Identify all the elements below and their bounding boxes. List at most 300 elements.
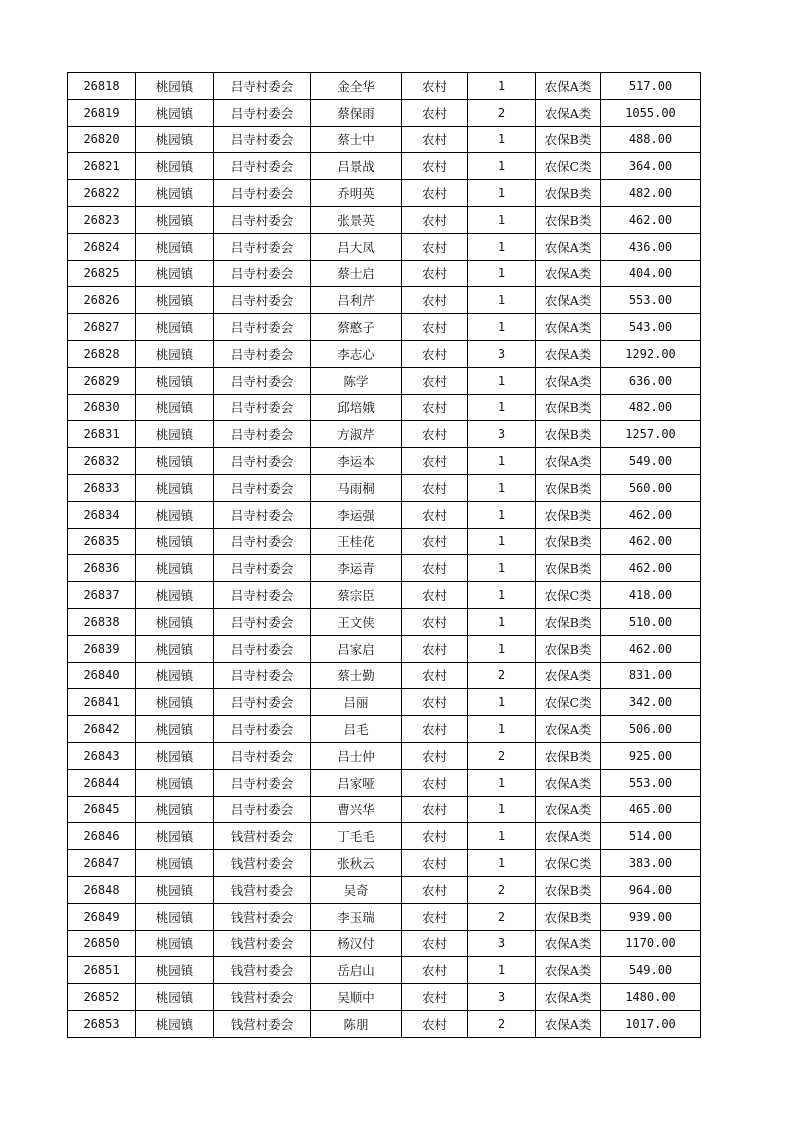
serial-number-cell: 26830 [68, 394, 136, 421]
serial-number-cell: 26844 [68, 769, 136, 796]
name-cell: 吴奇 [311, 876, 402, 903]
amount-cell: 462.00 [601, 635, 701, 662]
amount-cell: 553.00 [601, 287, 701, 314]
member-count-cell: 1 [468, 608, 536, 635]
serial-number-cell: 26853 [68, 1010, 136, 1037]
member-count-cell: 3 [468, 984, 536, 1011]
village-committee-cell: 钱营村委会 [214, 930, 311, 957]
name-cell: 吕景战 [311, 153, 402, 180]
amount-cell: 404.00 [601, 260, 701, 287]
name-cell: 丁毛毛 [311, 823, 402, 850]
household-type-cell: 农村 [402, 528, 468, 555]
insurance-category-cell: 农保A类 [536, 260, 601, 287]
household-type-cell: 农村 [402, 742, 468, 769]
member-count-cell: 3 [468, 340, 536, 367]
member-count-cell: 2 [468, 662, 536, 689]
amount-cell: 1170.00 [601, 930, 701, 957]
member-count-cell: 1 [468, 555, 536, 582]
table-row [68, 957, 701, 984]
town-cell: 桃园镇 [136, 876, 214, 903]
insurance-category-cell: 农保B类 [536, 421, 601, 448]
village-committee-cell: 吕寺村委会 [214, 99, 311, 126]
amount-cell: 418.00 [601, 582, 701, 609]
amount-cell: 517.00 [601, 73, 701, 100]
village-committee-cell: 吕寺村委会 [214, 769, 311, 796]
table-row [68, 501, 701, 528]
serial-number-cell: 26827 [68, 314, 136, 341]
household-type-cell: 农村 [402, 206, 468, 233]
household-type-cell: 农村 [402, 876, 468, 903]
household-type-cell: 农村 [402, 474, 468, 501]
town-cell: 桃园镇 [136, 582, 214, 609]
name-cell: 陈朋 [311, 1010, 402, 1037]
name-cell: 吕家启 [311, 635, 402, 662]
amount-cell: 1017.00 [601, 1010, 701, 1037]
village-committee-cell: 钱营村委会 [214, 850, 311, 877]
member-count-cell: 1 [468, 126, 536, 153]
household-type-cell: 农村 [402, 716, 468, 743]
table-row [68, 180, 701, 207]
serial-number-cell: 26841 [68, 689, 136, 716]
village-committee-cell: 钱营村委会 [214, 957, 311, 984]
village-committee-cell: 吕寺村委会 [214, 153, 311, 180]
amount-cell: 488.00 [601, 126, 701, 153]
amount-cell: 553.00 [601, 769, 701, 796]
town-cell: 桃园镇 [136, 287, 214, 314]
household-type-cell: 农村 [402, 608, 468, 635]
village-committee-cell: 吕寺村委会 [214, 314, 311, 341]
town-cell: 桃园镇 [136, 984, 214, 1011]
member-count-cell: 1 [468, 394, 536, 421]
table-row [68, 367, 701, 394]
name-cell: 蔡士启 [311, 260, 402, 287]
amount-cell: 1480.00 [601, 984, 701, 1011]
serial-number-cell: 26822 [68, 180, 136, 207]
amount-cell: 925.00 [601, 742, 701, 769]
serial-number-cell: 26850 [68, 930, 136, 957]
insurance-category-cell: 农保B类 [536, 742, 601, 769]
household-type-cell: 农村 [402, 153, 468, 180]
village-committee-cell: 吕寺村委会 [214, 689, 311, 716]
name-cell: 李志心 [311, 340, 402, 367]
member-count-cell: 1 [468, 448, 536, 475]
town-cell: 桃园镇 [136, 206, 214, 233]
household-type-cell: 农村 [402, 340, 468, 367]
member-count-cell: 1 [468, 367, 536, 394]
town-cell: 桃园镇 [136, 180, 214, 207]
table-row [68, 582, 701, 609]
amount-cell: 383.00 [601, 850, 701, 877]
table-row [68, 769, 701, 796]
household-type-cell: 农村 [402, 689, 468, 716]
name-cell: 邱培娥 [311, 394, 402, 421]
amount-cell: 543.00 [601, 314, 701, 341]
town-cell: 桃园镇 [136, 421, 214, 448]
member-count-cell: 3 [468, 930, 536, 957]
town-cell: 桃园镇 [136, 689, 214, 716]
town-cell: 桃园镇 [136, 608, 214, 635]
name-cell: 吕家哑 [311, 769, 402, 796]
village-committee-cell: 吕寺村委会 [214, 340, 311, 367]
table-row [68, 716, 701, 743]
serial-number-cell: 26836 [68, 555, 136, 582]
table-row [68, 99, 701, 126]
village-committee-cell: 吕寺村委会 [214, 742, 311, 769]
amount-cell: 462.00 [601, 555, 701, 582]
name-cell: 蔡士勤 [311, 662, 402, 689]
name-cell: 吴顺中 [311, 984, 402, 1011]
serial-number-cell: 26846 [68, 823, 136, 850]
village-committee-cell: 吕寺村委会 [214, 287, 311, 314]
name-cell: 蔡保雨 [311, 99, 402, 126]
name-cell: 王文侠 [311, 608, 402, 635]
name-cell: 金全华 [311, 73, 402, 100]
insurance-category-cell: 农保A类 [536, 340, 601, 367]
amount-cell: 1257.00 [601, 421, 701, 448]
table-row [68, 823, 701, 850]
town-cell: 桃园镇 [136, 635, 214, 662]
village-committee-cell: 吕寺村委会 [214, 448, 311, 475]
town-cell: 桃园镇 [136, 314, 214, 341]
village-committee-cell: 吕寺村委会 [214, 662, 311, 689]
insurance-category-cell: 农保A类 [536, 930, 601, 957]
town-cell: 桃园镇 [136, 394, 214, 421]
name-cell: 吕丽 [311, 689, 402, 716]
serial-number-cell: 26838 [68, 608, 136, 635]
member-count-cell: 1 [468, 850, 536, 877]
town-cell: 桃园镇 [136, 903, 214, 930]
member-count-cell: 1 [468, 287, 536, 314]
insurance-category-cell: 农保B类 [536, 394, 601, 421]
village-committee-cell: 吕寺村委会 [214, 73, 311, 100]
table-row [68, 73, 701, 100]
member-count-cell: 1 [468, 314, 536, 341]
household-type-cell: 农村 [402, 73, 468, 100]
village-committee-cell: 吕寺村委会 [214, 716, 311, 743]
amount-cell: 831.00 [601, 662, 701, 689]
member-count-cell: 2 [468, 903, 536, 930]
household-type-cell: 农村 [402, 850, 468, 877]
table-row [68, 448, 701, 475]
household-type-cell: 农村 [402, 903, 468, 930]
town-cell: 桃园镇 [136, 662, 214, 689]
insurance-category-cell: 农保C类 [536, 153, 601, 180]
household-type-cell: 农村 [402, 287, 468, 314]
serial-number-cell: 26821 [68, 153, 136, 180]
table-row [68, 233, 701, 260]
amount-cell: 1292.00 [601, 340, 701, 367]
serial-number-cell: 26835 [68, 528, 136, 555]
household-type-cell: 农村 [402, 233, 468, 260]
town-cell: 桃园镇 [136, 742, 214, 769]
serial-number-cell: 26845 [68, 796, 136, 823]
table-row [68, 796, 701, 823]
village-committee-cell: 吕寺村委会 [214, 796, 311, 823]
serial-number-cell: 26819 [68, 99, 136, 126]
household-type-cell: 农村 [402, 823, 468, 850]
table-row [68, 1010, 701, 1037]
amount-cell: 462.00 [601, 528, 701, 555]
insurance-category-cell: 农保A类 [536, 287, 601, 314]
insurance-category-cell: 农保B类 [536, 501, 601, 528]
name-cell: 马雨桐 [311, 474, 402, 501]
household-type-cell: 农村 [402, 796, 468, 823]
member-count-cell: 2 [468, 1010, 536, 1037]
member-count-cell: 1 [468, 582, 536, 609]
insurance-category-cell: 农保A类 [536, 367, 601, 394]
household-type-cell: 农村 [402, 99, 468, 126]
name-cell: 李运青 [311, 555, 402, 582]
insurance-category-cell: 农保C类 [536, 582, 601, 609]
serial-number-cell: 26829 [68, 367, 136, 394]
household-type-cell: 农村 [402, 394, 468, 421]
serial-number-cell: 26848 [68, 876, 136, 903]
amount-cell: 364.00 [601, 153, 701, 180]
table-row [68, 662, 701, 689]
village-committee-cell: 钱营村委会 [214, 984, 311, 1011]
village-committee-cell: 吕寺村委会 [214, 180, 311, 207]
village-committee-cell: 吕寺村委会 [214, 394, 311, 421]
serial-number-cell: 26823 [68, 206, 136, 233]
serial-number-cell: 26818 [68, 73, 136, 100]
town-cell: 桃园镇 [136, 153, 214, 180]
name-cell: 吕毛 [311, 716, 402, 743]
serial-number-cell: 26832 [68, 448, 136, 475]
table-row [68, 421, 701, 448]
insurance-category-cell: 农保B类 [536, 474, 601, 501]
town-cell: 桃园镇 [136, 930, 214, 957]
insurance-category-cell: 农保C类 [536, 689, 601, 716]
town-cell: 桃园镇 [136, 501, 214, 528]
serial-number-cell: 26824 [68, 233, 136, 260]
insurance-category-cell: 农保A类 [536, 662, 601, 689]
table-row [68, 930, 701, 957]
serial-number-cell: 26839 [68, 635, 136, 662]
amount-cell: 939.00 [601, 903, 701, 930]
table-row [68, 689, 701, 716]
serial-number-cell: 26840 [68, 662, 136, 689]
table-row [68, 555, 701, 582]
table-row [68, 984, 701, 1011]
amount-cell: 436.00 [601, 233, 701, 260]
name-cell: 陈学 [311, 367, 402, 394]
table-row [68, 876, 701, 903]
household-type-cell: 农村 [402, 260, 468, 287]
amount-cell: 482.00 [601, 180, 701, 207]
insurance-category-cell: 农保C类 [536, 850, 601, 877]
village-committee-cell: 吕寺村委会 [214, 528, 311, 555]
village-committee-cell: 吕寺村委会 [214, 555, 311, 582]
insurance-category-cell: 农保A类 [536, 233, 601, 260]
table-body [68, 73, 701, 1038]
member-count-cell: 2 [468, 876, 536, 903]
amount-cell: 514.00 [601, 823, 701, 850]
table-row [68, 474, 701, 501]
town-cell: 桃园镇 [136, 474, 214, 501]
serial-number-cell: 26828 [68, 340, 136, 367]
table-row [68, 394, 701, 421]
town-cell: 桃园镇 [136, 126, 214, 153]
household-type-cell: 农村 [402, 930, 468, 957]
serial-number-cell: 26825 [68, 260, 136, 287]
village-committee-cell: 吕寺村委会 [214, 421, 311, 448]
serial-number-cell: 26837 [68, 582, 136, 609]
village-committee-cell: 吕寺村委会 [214, 608, 311, 635]
serial-number-cell: 26834 [68, 501, 136, 528]
name-cell: 吕利芹 [311, 287, 402, 314]
table-row [68, 126, 701, 153]
serial-number-cell: 26833 [68, 474, 136, 501]
town-cell: 桃园镇 [136, 73, 214, 100]
member-count-cell: 1 [468, 180, 536, 207]
table-row [68, 903, 701, 930]
insurance-category-cell: 农保B类 [536, 180, 601, 207]
town-cell: 桃园镇 [136, 99, 214, 126]
village-committee-cell: 吕寺村委会 [214, 260, 311, 287]
town-cell: 桃园镇 [136, 850, 214, 877]
member-count-cell: 1 [468, 474, 536, 501]
table-row [68, 742, 701, 769]
serial-number-cell: 26852 [68, 984, 136, 1011]
town-cell: 桃园镇 [136, 716, 214, 743]
amount-cell: 462.00 [601, 501, 701, 528]
household-type-cell: 农村 [402, 448, 468, 475]
name-cell: 曹兴华 [311, 796, 402, 823]
amount-cell: 1055.00 [601, 99, 701, 126]
name-cell: 乔明英 [311, 180, 402, 207]
village-committee-cell: 吕寺村委会 [214, 206, 311, 233]
name-cell: 李运本 [311, 448, 402, 475]
household-type-cell: 农村 [402, 635, 468, 662]
member-count-cell: 2 [468, 99, 536, 126]
insurance-category-cell: 农保A类 [536, 99, 601, 126]
name-cell: 李运强 [311, 501, 402, 528]
name-cell: 张秋云 [311, 850, 402, 877]
member-count-cell: 1 [468, 528, 536, 555]
town-cell: 桃园镇 [136, 796, 214, 823]
village-committee-cell: 吕寺村委会 [214, 474, 311, 501]
household-type-cell: 农村 [402, 769, 468, 796]
insurance-category-cell: 农保A类 [536, 716, 601, 743]
household-type-cell: 农村 [402, 126, 468, 153]
table-row [68, 340, 701, 367]
amount-cell: 506.00 [601, 716, 701, 743]
insurance-category-cell: 农保B类 [536, 206, 601, 233]
town-cell: 桃园镇 [136, 823, 214, 850]
subsidy-table [67, 72, 701, 1038]
table-row [68, 287, 701, 314]
town-cell: 桃园镇 [136, 1010, 214, 1037]
insurance-category-cell: 农保A类 [536, 448, 601, 475]
insurance-category-cell: 农保A类 [536, 984, 601, 1011]
member-count-cell: 1 [468, 769, 536, 796]
name-cell: 王桂花 [311, 528, 402, 555]
insurance-category-cell: 农保A类 [536, 314, 601, 341]
insurance-category-cell: 农保B类 [536, 528, 601, 555]
household-type-cell: 农村 [402, 367, 468, 394]
name-cell: 杨汉付 [311, 930, 402, 957]
serial-number-cell: 26847 [68, 850, 136, 877]
member-count-cell: 1 [468, 260, 536, 287]
member-count-cell: 1 [468, 957, 536, 984]
amount-cell: 482.00 [601, 394, 701, 421]
name-cell: 吕士仲 [311, 742, 402, 769]
village-committee-cell: 吕寺村委会 [214, 501, 311, 528]
member-count-cell: 1 [468, 689, 536, 716]
name-cell: 吕大凤 [311, 233, 402, 260]
insurance-category-cell: 农保B类 [536, 126, 601, 153]
table-row [68, 850, 701, 877]
village-committee-cell: 钱营村委会 [214, 903, 311, 930]
amount-cell: 549.00 [601, 448, 701, 475]
town-cell: 桃园镇 [136, 769, 214, 796]
name-cell: 张景英 [311, 206, 402, 233]
town-cell: 桃园镇 [136, 528, 214, 555]
amount-cell: 549.00 [601, 957, 701, 984]
table-row [68, 635, 701, 662]
member-count-cell: 1 [468, 233, 536, 260]
amount-cell: 465.00 [601, 796, 701, 823]
village-committee-cell: 钱营村委会 [214, 823, 311, 850]
amount-cell: 560.00 [601, 474, 701, 501]
insurance-category-cell: 农保A类 [536, 73, 601, 100]
village-committee-cell: 钱营村委会 [214, 1010, 311, 1037]
serial-number-cell: 26842 [68, 716, 136, 743]
table-row [68, 528, 701, 555]
village-committee-cell: 吕寺村委会 [214, 367, 311, 394]
insurance-category-cell: 农保B类 [536, 876, 601, 903]
village-committee-cell: 吕寺村委会 [214, 582, 311, 609]
town-cell: 桃园镇 [136, 233, 214, 260]
insurance-category-cell: 农保B类 [536, 555, 601, 582]
member-count-cell: 2 [468, 742, 536, 769]
serial-number-cell: 26851 [68, 957, 136, 984]
member-count-cell: 1 [468, 635, 536, 662]
serial-number-cell: 26849 [68, 903, 136, 930]
insurance-category-cell: 农保B类 [536, 903, 601, 930]
household-type-cell: 农村 [402, 662, 468, 689]
insurance-category-cell: 农保A类 [536, 823, 601, 850]
insurance-category-cell: 农保A类 [536, 769, 601, 796]
town-cell: 桃园镇 [136, 260, 214, 287]
member-count-cell: 1 [468, 716, 536, 743]
member-count-cell: 3 [468, 421, 536, 448]
household-type-cell: 农村 [402, 555, 468, 582]
member-count-cell: 1 [468, 73, 536, 100]
amount-cell: 462.00 [601, 206, 701, 233]
amount-cell: 964.00 [601, 876, 701, 903]
name-cell: 方淑芹 [311, 421, 402, 448]
member-count-cell: 1 [468, 501, 536, 528]
name-cell: 李玉瑞 [311, 903, 402, 930]
town-cell: 桃园镇 [136, 555, 214, 582]
town-cell: 桃园镇 [136, 367, 214, 394]
household-type-cell: 农村 [402, 984, 468, 1011]
table-row [68, 206, 701, 233]
table-row [68, 260, 701, 287]
town-cell: 桃园镇 [136, 340, 214, 367]
household-type-cell: 农村 [402, 1010, 468, 1037]
member-count-cell: 1 [468, 796, 536, 823]
insurance-category-cell: 农保B类 [536, 608, 601, 635]
household-type-cell: 农村 [402, 957, 468, 984]
name-cell: 蔡士中 [311, 126, 402, 153]
serial-number-cell: 26831 [68, 421, 136, 448]
household-type-cell: 农村 [402, 314, 468, 341]
village-committee-cell: 钱营村委会 [214, 876, 311, 903]
town-cell: 桃园镇 [136, 448, 214, 475]
serial-number-cell: 26826 [68, 287, 136, 314]
